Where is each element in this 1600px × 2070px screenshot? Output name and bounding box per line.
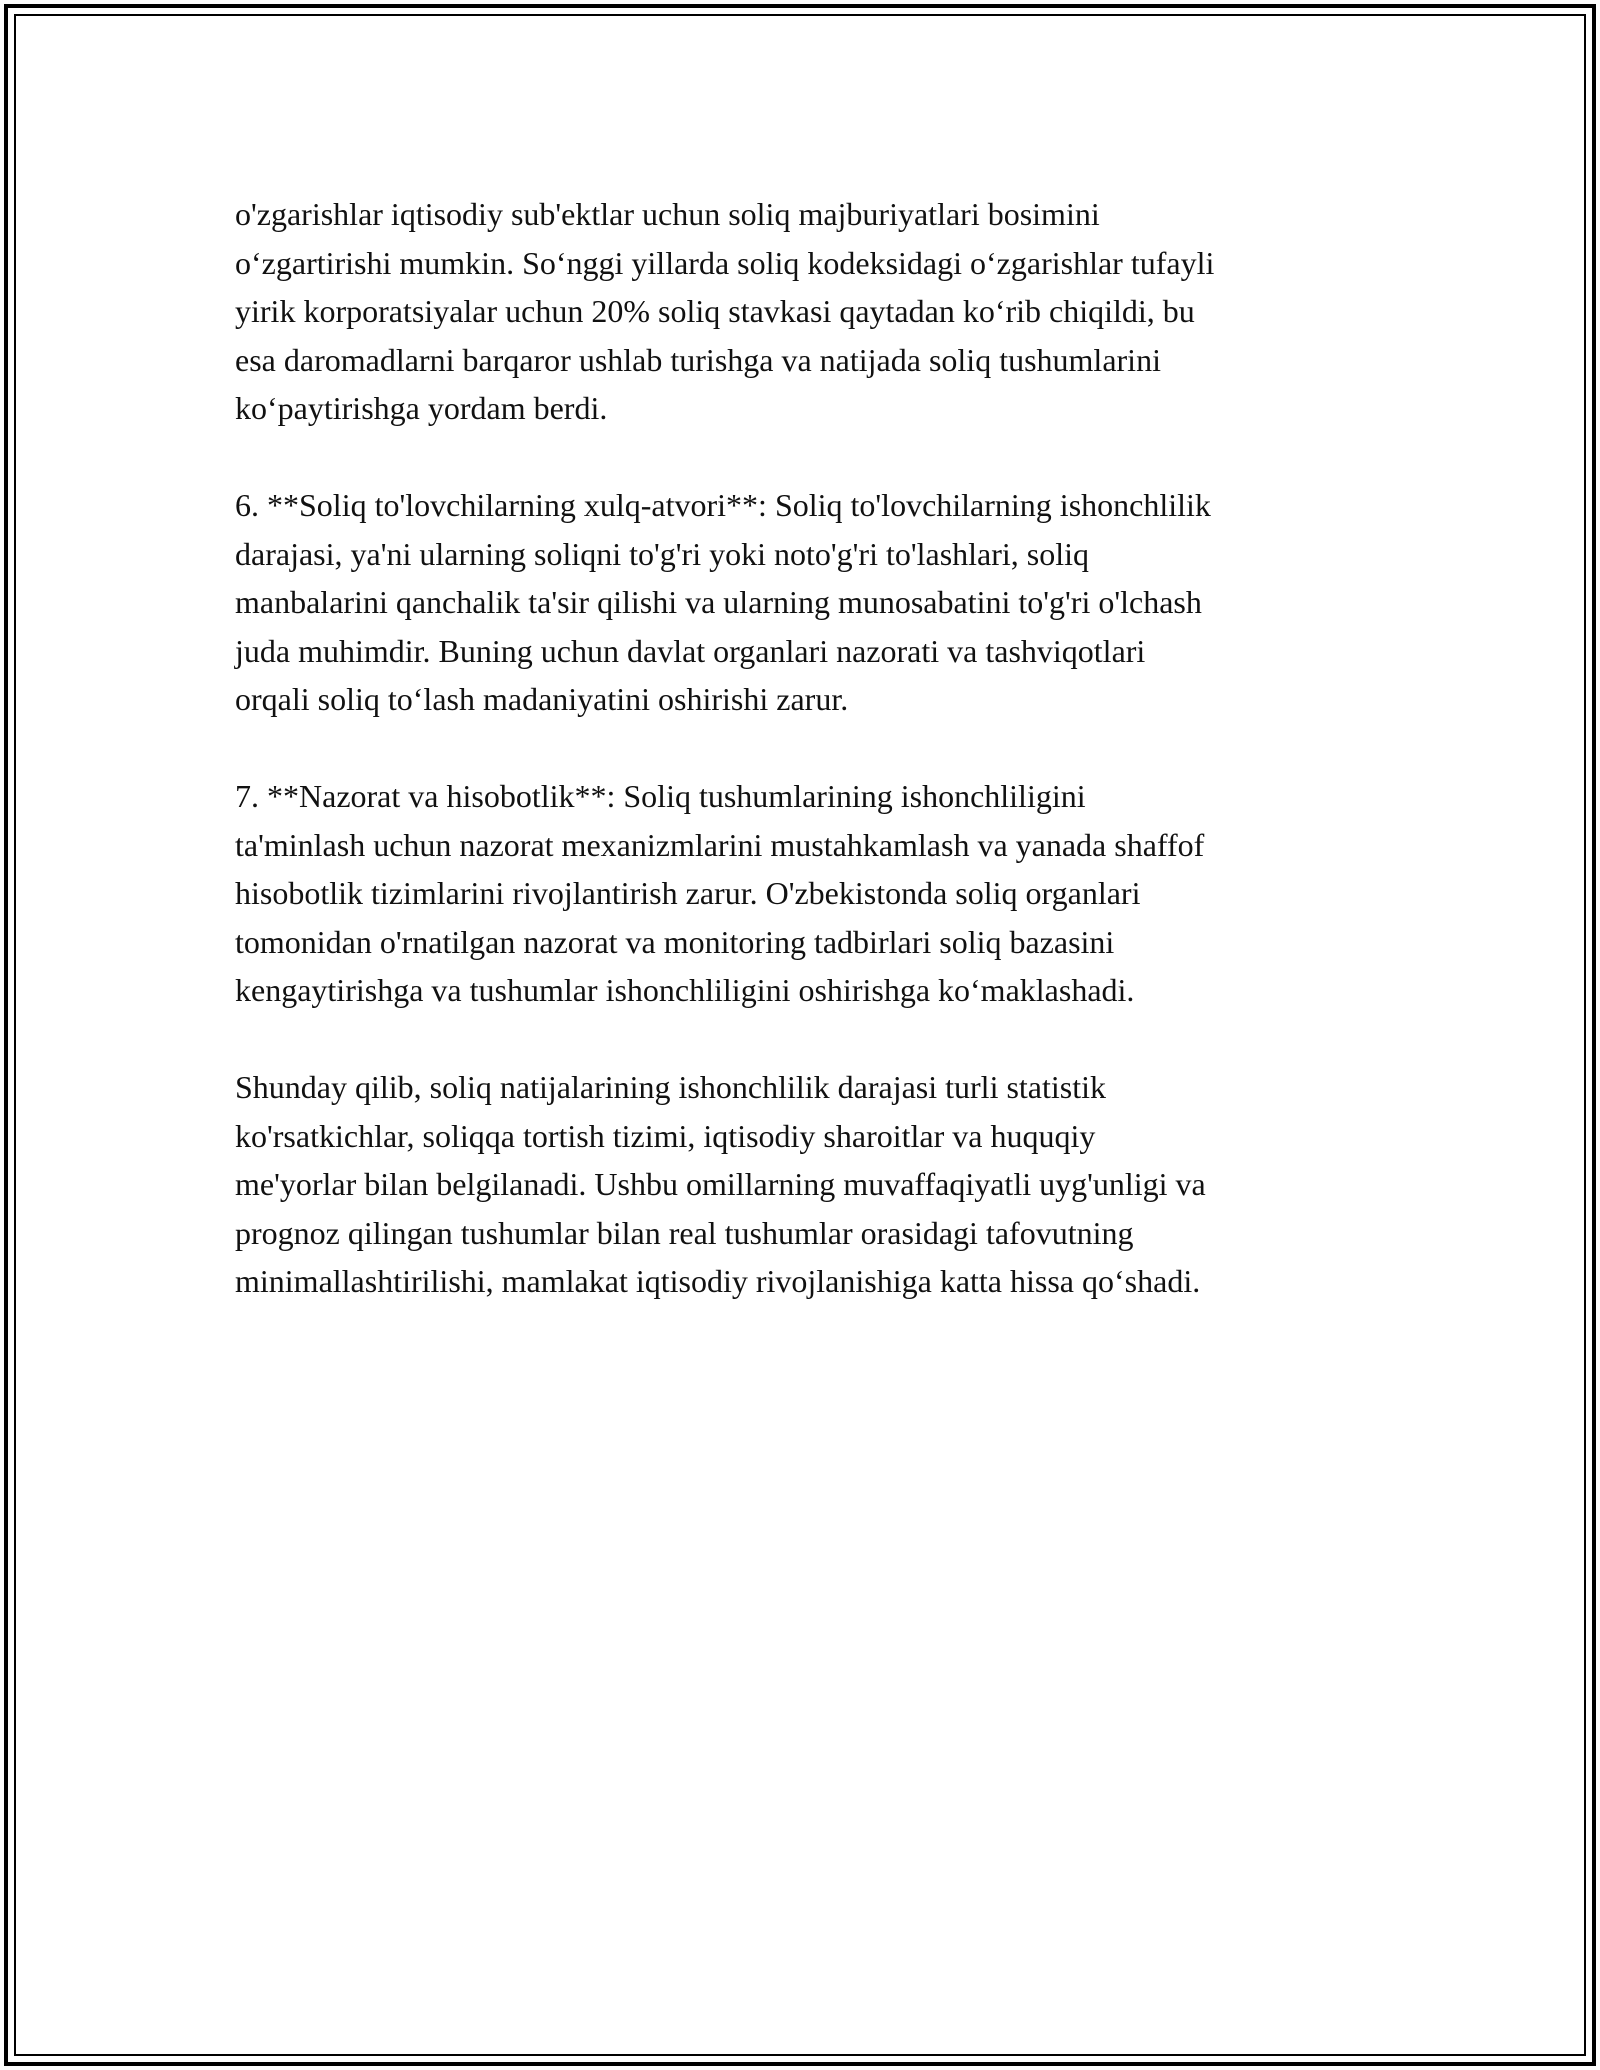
paragraph-conclusion [235, 1063, 1365, 1306]
text-line: tomonidan o'rnatilgan nazorat va monitoring tadbirlari soliq bazasini [235, 923, 1115, 960]
text-line: yirik korporatsiyalar uchun 20% soliq stavkasi qaytadan ko‘rib chiqildi, bu [235, 293, 1195, 329]
paragraph-taxpayer-behavior [235, 481, 1365, 724]
text-line: 6. **Soliq to'lovchilarning xulq-atvori**: Soliq to'lovchilarning ishonchlilik [235, 487, 1211, 523]
text-line: darajasi, ya'ni ularning soliqni to'g'ri yoki noto'g'ri to'lashlari, soliq [235, 535, 1090, 572]
text-line: 7. **Nazorat va hisobotlik**: Soliq tushumlarining ishonchliligini [235, 778, 1086, 814]
text-line: manbalarini qanchalik ta'sir qilishi va ularning munosabatini to'g'ri o'lchash [235, 584, 1202, 620]
text-line: ta'minlash uchun nazorat mexanizmlarini mustahkamlash va yanada shaffof [235, 826, 1205, 863]
text-line: Shunday qilib, soliq natijalarining ishonchlilik darajasi turli statistik [235, 1069, 1107, 1105]
text-line: esa daromadlarni barqaror ushlab turishga va natijada soliq tushumlarini [235, 341, 1161, 378]
text-line: o'zgarishlar iqtisodiy sub'ektlar uchun soliq majburiyatlari bosimini [235, 196, 1100, 232]
text-line: ko‘paytirishga yordam berdi. [235, 390, 608, 426]
text-line: kengaytirishga va tushumlar ishonchliligini oshirishga ko‘maklashadi. [235, 972, 1135, 1008]
text-line: me'yorlar bilan belgilanadi. Ushbu omillarning muvaffaqiyatli uyg'unligi va [235, 1166, 1206, 1202]
text-line: minimallashtirilishi, mamlakat iqtisodiy rivojlanishiga katta hissa qo‘shadi. [235, 1263, 1201, 1299]
paragraph-control-reporting [235, 772, 1365, 1015]
text-line: hisobotlik tizimlarini rivojlantirish zarur. O'zbekistonda soliq organlari [235, 875, 1141, 911]
text-line: ko'rsatkichlar, soliqqa tortish tizimi, iqtisodiy sharoitlar va huquqiy [235, 1117, 1096, 1154]
text-line: juda muhimdir. Buning uchun davlat organlari nazorati va tashviqotlari [235, 632, 1146, 669]
paragraph-tax-changes [235, 190, 1365, 433]
text-line: o‘zgartirishi mumkin. So‘nggi yillarda soliq kodeksidagi o‘zgarishlar tufayli [235, 244, 1215, 281]
text-line: prognoz qilingan tushumlar bilan real tushumlar orasidagi tafovutning [235, 1214, 1134, 1251]
text-line: orqali soliq to‘lash madaniyatini oshirishi zarur. [235, 681, 849, 717]
document-body [235, 190, 1365, 1354]
